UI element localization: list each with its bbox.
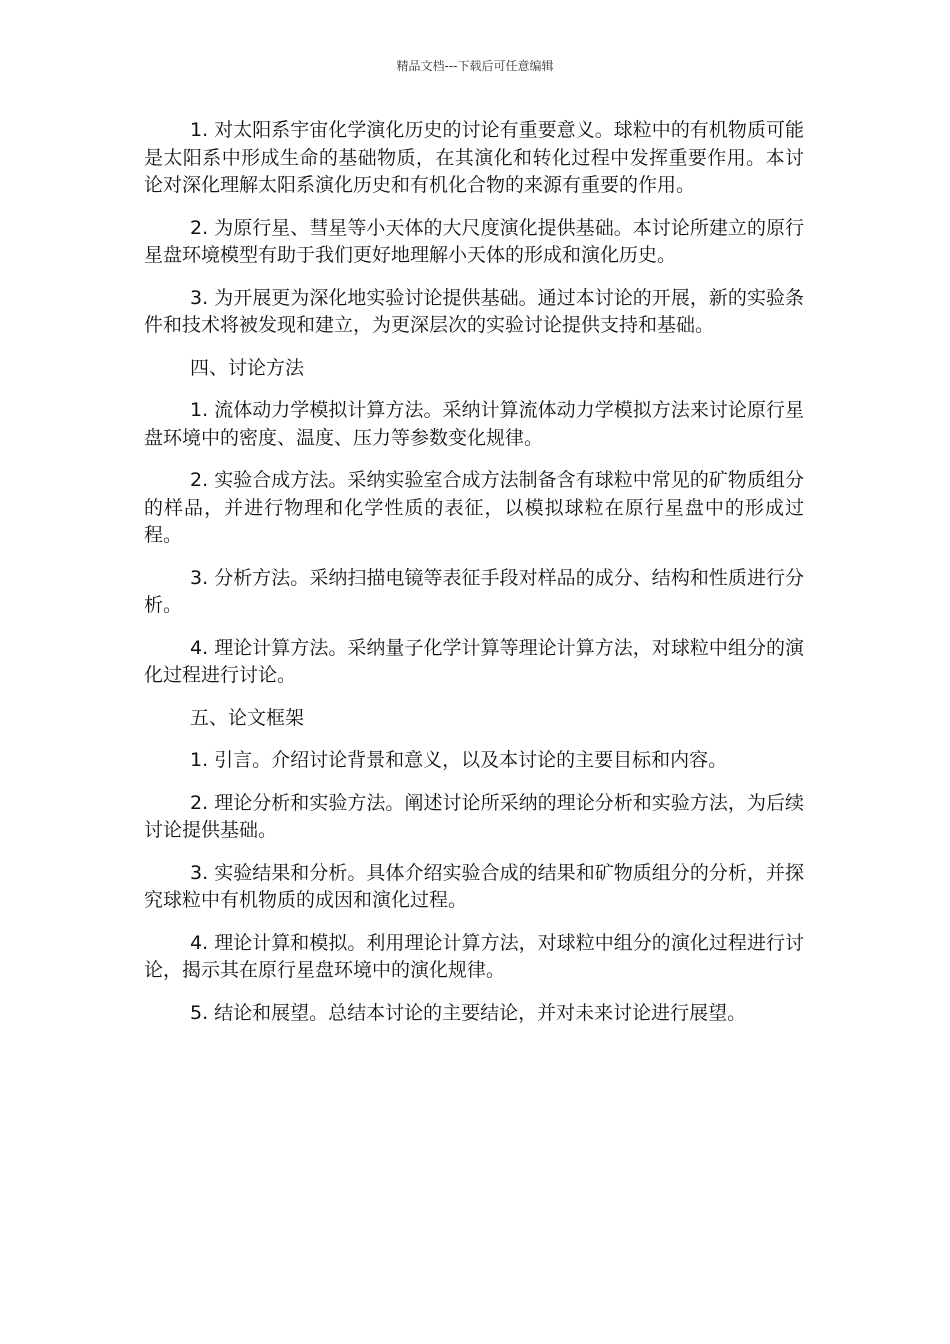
paragraph-significance-1: 1. 对太阳系宇宙化学演化历史的讨论有重要意义。球粒中的有机物质可能是太阳系中形成生命的基础物质，在其演化和转化过程中发挥重要作用。本讨论对深化理解太阳系演化历史和有机化合物的来源有重要的作用。 xyxy=(144,119,804,196)
paragraph-method-2: 2. 实验合成方法。采纳实验室合成方法制备含有球粒中常见的矿物质组分的样品，并进行物理和化学性质的表征，以模拟球粒在原行星盘中的形成过程。 xyxy=(144,469,804,546)
section-heading-methods: 四、讨论方法 xyxy=(190,356,305,379)
paragraph-framework-2: 2. 理论分析和实验方法。阐述讨论所采纳的理论分析和实验方法，为后续讨论提供基础。 xyxy=(144,791,804,841)
paragraph-method-1: 1. 流体动力学模拟计算方法。采纳计算流体动力学模拟方法来讨论原行星盘环境中的密度、温度、压力等参数变化规律。 xyxy=(144,399,804,449)
paragraph-framework-5: 5. 结论和展望。总结本讨论的主要结论，并对未来讨论进行展望。 xyxy=(190,1001,747,1024)
page-header: 精品文档---下载后可任意编辑 xyxy=(396,59,554,73)
paragraph-framework-3: 3. 实验结果和分析。具体介绍实验合成的结果和矿物质组分的分析，并探究球粒中有机物质的成因和演化过程。 xyxy=(144,861,804,911)
paragraph-framework-1: 1. 引言。介绍讨论背景和意义，以及本讨论的主要目标和内容。 xyxy=(190,749,728,771)
document-body xyxy=(144,117,804,1042)
paragraph-method-4: 4. 理论计算方法。采纳量子化学计算等理论计算方法，对球粒中组分的演化过程进行讨论。 xyxy=(144,636,804,686)
paragraph-framework-4: 4. 理论计算和模拟。利用理论计算方法，对球粒中组分的演化过程进行讨论，揭示其在原行星盘环境中的演化规律。 xyxy=(144,931,804,981)
paragraph-method-3: 3. 分析方法。采纳扫描电镜等表征手段对样品的成分、结构和性质进行分析。 xyxy=(144,566,804,616)
paragraph-significance-3: 3. 为开展更为深化地实验讨论提供基础。通过本讨论的开展，新的实验条件和技术将被发现和建立，为更深层次的实验讨论提供支持和基础。 xyxy=(144,286,804,336)
paragraph-significance-2: 2. 为原行星、彗星等小天体的大尺度演化提供基础。本讨论所建立的原行星盘环境模型有助于我们更好地理解小天体的形成和演化历史。 xyxy=(144,216,804,266)
section-heading-framework: 五、论文框架 xyxy=(190,706,305,729)
